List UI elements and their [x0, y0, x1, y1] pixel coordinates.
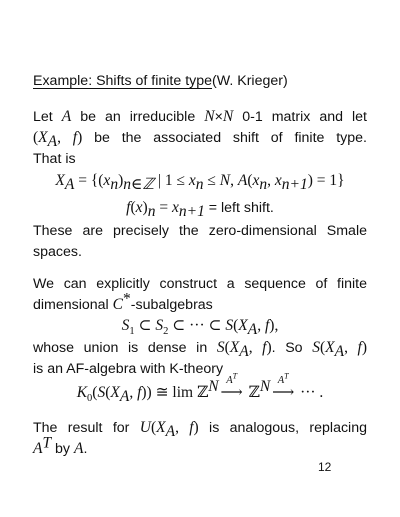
page-number: 12 — [318, 460, 332, 474]
heading-attribution: (W. Krieger) — [212, 73, 288, 89]
equation-k-theory: $K_0(S(X_A$, f)) ≅ lim ℤ$^N$ $A^T$ ⟶ ℤ$^N$ $A^T$ ⟶ ··· . — [76, 371, 324, 406]
heading-title: Example: Shifts of finite type — [33, 73, 213, 89]
para4-line1: whose union is dense in $S(X_A$, f). So $S(X_A$, f) — [33, 339, 368, 360]
para1-line2: ($X_A$, f) be the associated shift of finite type. — [33, 129, 367, 150]
para3-line1: We can explicitly construct a sequence of finite — [33, 276, 367, 292]
arrow-at-2: $A^T$ ⟶ — [272, 371, 295, 401]
para1-line3: That is — [33, 151, 76, 167]
para1-line1: Let A be an irreducible N×N 0-1 matrix and let — [33, 108, 367, 125]
para3-line2: dimensional C*-subalgebras — [33, 290, 213, 313]
para4-line2: is an AF-algebra with K-theory — [33, 361, 224, 377]
para2-line1: These are precisely the zero-dimensional Smale — [33, 223, 367, 239]
equation-subalgebra-chain: $S_1$ ⊂ $S_2$ ⊂ ··· ⊂ $S(X_A$, f), — [121, 317, 279, 339]
para2-line2: spaces. — [33, 244, 82, 260]
equation-xa-definition: $X_A = \{(x_n)_{n\in ℤ}$ | $1 \le x_n \le N$, $A(x_n$, $x_{n+1}) = 1$} — [55, 172, 345, 194]
arrow-at-1: $A^T$ ⟶ — [220, 371, 243, 401]
para5-line1: The result for $U(X_A$, f) is analogous, replacing — [33, 419, 367, 440]
example-heading — [33, 72, 288, 90]
equation-left-shift: $f(x)_n = x_{n+1}$ = left shift. — [126, 199, 274, 221]
para5-line2: $A^T$ by A. — [33, 434, 88, 457]
